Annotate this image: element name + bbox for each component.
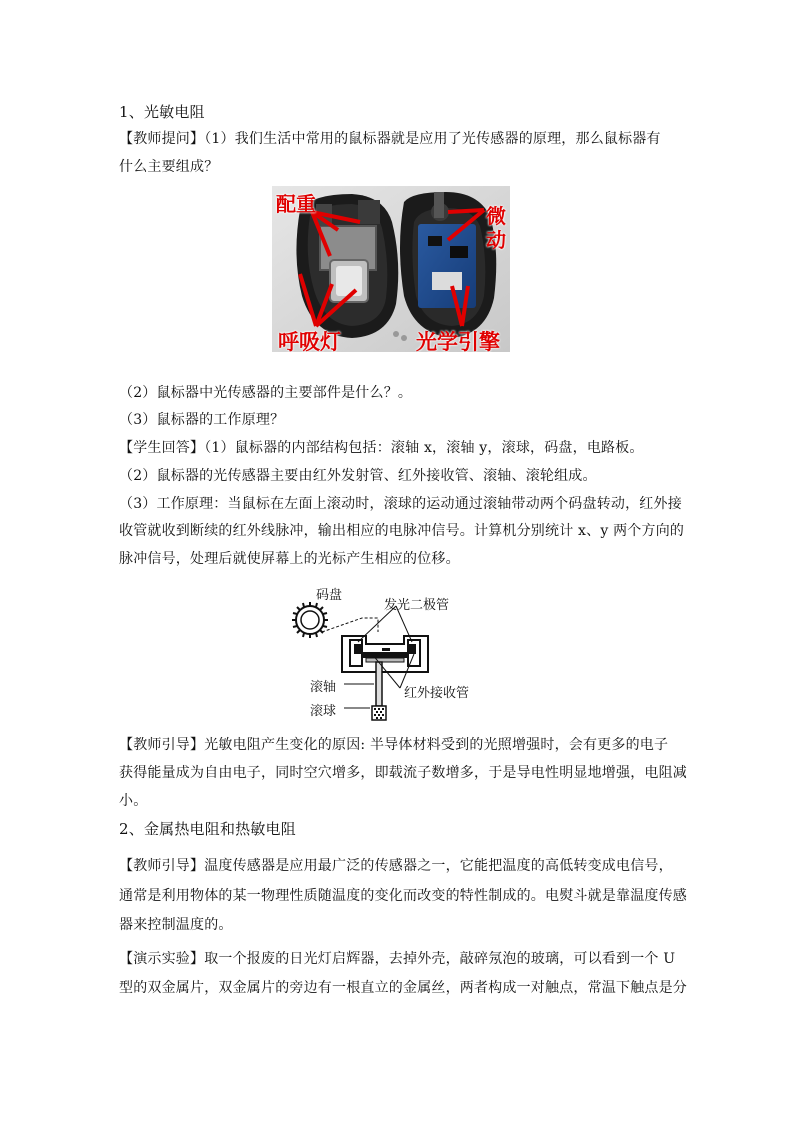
label-breathing-light: 呼吸灯 [278,330,341,352]
label-led: 发光二极管 [384,598,450,613]
label-ir-receiver: 红外接收管 [404,686,470,701]
teacher-guide-tag: 【教师引导】 [119,737,205,753]
answer-3-line-3: 脉冲信号，处理后就使屏幕上的光标产生相应的位移。 [119,551,460,567]
teacher-question-line-1 [119,129,679,149]
student-answer-line-1 [119,438,679,458]
demo-experiment-line-2: 型的双金属片，双金属片的旁边有一根直立的金属丝，两者构成一对触点，常温下触点是分 [119,980,687,996]
label-counterweight: 配重 [276,192,316,216]
question-1-text: （1）我们生活中常用的鼠标器就是应用了光传感器的原理，那么鼠标器有 [204,131,661,147]
teacher-guide-2-line-1 [119,856,679,876]
teacher-guide-2-text: 温度传感器是应用最广泛的传感器之一，它能把温度的高低转变成电信号， [204,858,673,874]
teacher-guide-1-text: 光敏电阻产生变化的原因: 半导体材料受到的光照增强时，会有更多的电子 [204,737,669,753]
teacher-guide-2-line-3: 器来控制温度的。 [119,917,233,933]
demo-experiment-line-1 [119,949,679,969]
section-heading-thermistor: 2、金属热电阻和热敏电阻 [119,820,296,838]
demo-experiment-text: 取一个报废的日光灯启辉器，去掉外壳，敲碎氖泡的玻璃，可以看到一个 U [204,951,676,967]
teacher-guide-1-line-2: 获得能量成为自由电子，同时空穴增多，即载流子数增多，于是导电性明显地增强，电阻减 [119,765,687,781]
demo-experiment-tag: 【演示实验】 [119,951,205,967]
label-code-disc: 码盘 [316,588,343,603]
question-1-continued: 什么主要组成？ [119,159,219,175]
teacher-guide-1-line-1 [119,735,679,755]
mouse-interior-photo [272,186,510,352]
answer-1-text: （1）鼠标器的内部结构包括：滚轴 x，滚轴 y，滚球，码盘，电路板。 [204,440,644,456]
teacher-guide-tag-2: 【教师引导】 [119,858,205,874]
code-disc-gear [292,602,328,638]
label-micro-switch-2: 动 [486,228,506,252]
label-micro-switch-1: 微 [486,204,506,228]
label-roller: 滚轴 [310,680,337,695]
label-optical-engine: 光学引擎 [416,330,500,352]
question-3: （3）鼠标器的工作原理？ [119,412,285,428]
answer-2: （2）鼠标器的光传感器主要由红外发射管、红外接收管、滚轴、滚轮组成。 [119,468,597,484]
teacher-guide-2-line-2: 通常是利用物体的某一物理性质随温度的变化而改变的特性制成的。电熨斗就是靠温度传感 [119,888,687,904]
mouse-sensor-diagram [292,584,488,722]
question-2: （2）鼠标器中光传感器的主要部件是什么？。 [119,385,413,401]
student-answer-tag: 【学生回答】 [119,440,205,456]
section-heading-photoresistor: 1、光敏电阻 [119,103,205,121]
teacher-question-tag: 【教师提问】 [119,131,205,147]
teacher-guide-1-line-3: 小。 [119,793,148,809]
answer-3-line-1: （3）工作原理：当鼠标在左面上滚动时，滚球的运动通过滚轴带动两个码盘转动，红外接 [119,496,682,512]
answer-3-line-2: 收管就收到断续的红外线脉冲，输出相应的电脉冲信号。计算机分别统计 x、y 两个方向的 [119,523,685,539]
label-ball: 滚球 [310,704,337,719]
